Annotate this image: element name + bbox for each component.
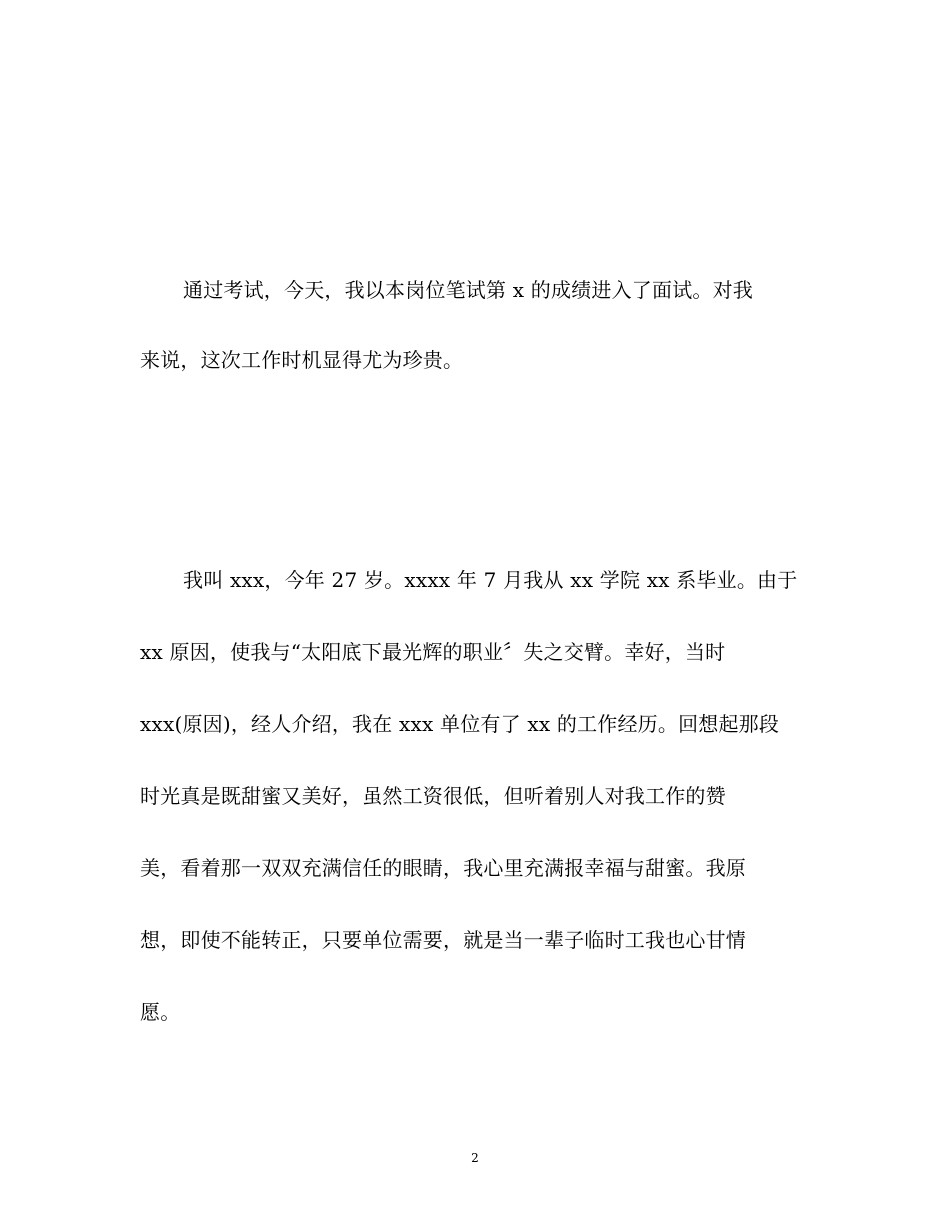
page-number: 2 — [471, 1151, 479, 1165]
paragraph-line: xxx(原因)，经人介绍，我在 xxx 单位有了 xx 的工作经历。回想起那段 — [140, 712, 780, 736]
paragraph-line: 愿。 — [140, 1000, 181, 1024]
paragraph-line: 来说，这次工作时机显得尤为珍贵。 — [140, 348, 464, 372]
paragraph-line: 通过考试，今天，我以本岗位笔试第 x 的成绩进入了面试。对我 — [183, 278, 753, 302]
paragraph-line: xx 原因，使我与“太阳底下最光辉的职业〞失之交臂。幸好，当时 — [140, 640, 726, 664]
paragraph-line: 美，看着那一双双充满信任的眼睛，我心里充满报幸福与甜蜜。我原 — [140, 856, 746, 880]
paragraph-line: 我叫 xxx，今年 27 岁。xxxx 年 7 月我从 xx 学院 xx 系毕业。由于 — [183, 568, 798, 592]
paragraph-line: 想，即使不能转正，只要单位需要，就是当一辈子临时工我也心甘情 — [140, 928, 746, 952]
paragraph-line: 时光真是既甜蜜又美好，虽然工资很低，但听着别人对我工作的赞 — [140, 784, 726, 808]
